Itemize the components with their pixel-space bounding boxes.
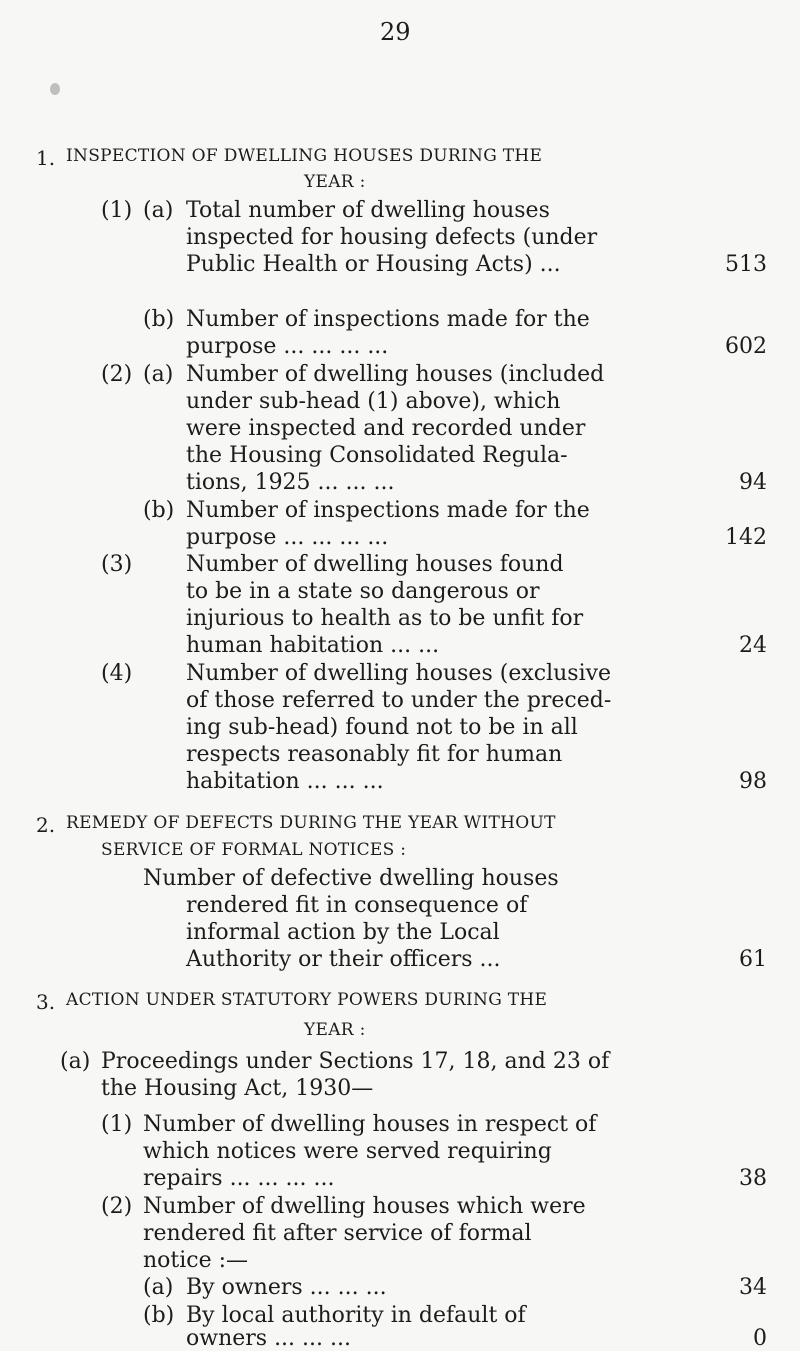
item-text: habitation ... ... ... — [186, 769, 384, 794]
item-text: Total number of dwelling houses — [186, 198, 550, 223]
item-label: (b) — [143, 498, 175, 523]
item-value: 38 — [739, 1166, 767, 1191]
section-1-heading: INSPECTION OF DWELLING HOUSES DURING THE — [66, 146, 543, 166]
item-label: (a) — [143, 198, 174, 223]
section-1-number: 1. — [36, 146, 56, 170]
item-text: purpose ... ... ... ... — [186, 525, 389, 550]
item-text: human habitation ... ... — [186, 633, 440, 658]
item-text: Number of inspections made for the — [186, 498, 590, 523]
item-value: 24 — [739, 633, 767, 658]
item-text: inspected for housing defects (under — [186, 225, 598, 250]
section-1-heading-cont: YEAR : — [304, 172, 366, 192]
item-text: By owners ... ... ... — [186, 1275, 387, 1300]
item-text: Authority or their officers ... — [186, 947, 501, 972]
item-value: 513 — [725, 252, 767, 277]
item-value: 142 — [725, 525, 767, 550]
section-3-heading-cont: YEAR : — [304, 1020, 366, 1040]
item-label: (a) — [143, 362, 174, 387]
item-label: (3) — [101, 552, 133, 577]
item-label: (1) — [101, 1112, 133, 1137]
item-text: under sub-head (1) above), which — [186, 389, 561, 414]
item-text: were inspected and recorded under — [186, 416, 586, 441]
item-text: Number of dwelling houses (exclusive — [186, 661, 612, 686]
item-text: rendered fit after service of formal — [143, 1221, 532, 1246]
item-label: (a) — [143, 1275, 174, 1300]
item-label: (4) — [101, 661, 133, 686]
section-2-heading: REMEDY OF DEFECTS DURING THE YEAR WITHOUT — [66, 813, 556, 833]
item-text: Number of defective dwelling houses — [143, 866, 559, 891]
item-text: tions, 1925 ... ... ... — [186, 470, 395, 495]
item-text: Public Health or Housing Acts) ... — [186, 252, 561, 277]
item-text: informal action by the Local — [186, 920, 500, 945]
stain-mark — [50, 83, 60, 95]
section-2-heading-cont: SERVICE OF FORMAL NOTICES : — [101, 840, 407, 860]
item-text: Number of inspections made for the — [186, 307, 590, 332]
item-text: notice :— — [143, 1248, 249, 1273]
item-text: Number of dwelling houses (included — [186, 362, 605, 387]
item-text: By local authority in default of — [186, 1303, 526, 1328]
item-value: 94 — [739, 470, 767, 495]
item-value: 98 — [739, 769, 767, 794]
item-value: 0 — [753, 1326, 767, 1351]
item-value: 34 — [739, 1275, 767, 1300]
item-text: Number of dwelling houses in respect of — [143, 1112, 597, 1137]
item-text: purpose ... ... ... ... — [186, 334, 389, 359]
item-label: (a) — [60, 1049, 91, 1074]
item-label: (b) — [143, 1303, 175, 1328]
item-label: (2) — [101, 362, 133, 387]
item-text: of those referred to under the preced- — [186, 688, 612, 713]
item-text: to be in a state so dangerous or — [186, 579, 540, 604]
item-text: owners ... ... ... — [186, 1326, 351, 1351]
item-text: respects reasonably fit for human — [186, 742, 563, 767]
item-text: the Housing Consolidated Regula- — [186, 443, 568, 468]
item-text: ing sub-head) found not to be in all — [186, 715, 578, 740]
item-value: 61 — [739, 947, 767, 972]
item-text: the Housing Act, 1930— — [101, 1076, 374, 1101]
item-label: (2) — [101, 1194, 133, 1219]
item-text: Proceedings under Sections 17, 18, and 23 of — [101, 1049, 610, 1074]
item-value: 602 — [725, 334, 767, 359]
item-text: Number of dwelling houses found — [186, 552, 564, 577]
item-text: which notices were served requiring — [143, 1139, 552, 1164]
item-label: (1) — [101, 198, 133, 223]
section-3-heading: ACTION UNDER STATUTORY POWERS DURING THE — [66, 990, 548, 1010]
item-text: injurious to health as to be unfit for — [186, 606, 584, 631]
section-2-number: 2. — [36, 813, 56, 837]
item-text: repairs ... ... ... ... — [143, 1166, 335, 1191]
page-number: 29 — [380, 18, 411, 46]
section-3-number: 3. — [36, 990, 56, 1014]
item-text: Number of dwelling houses which were — [143, 1194, 586, 1219]
item-text: rendered fit in consequence of — [186, 893, 528, 918]
item-label: (b) — [143, 307, 175, 332]
